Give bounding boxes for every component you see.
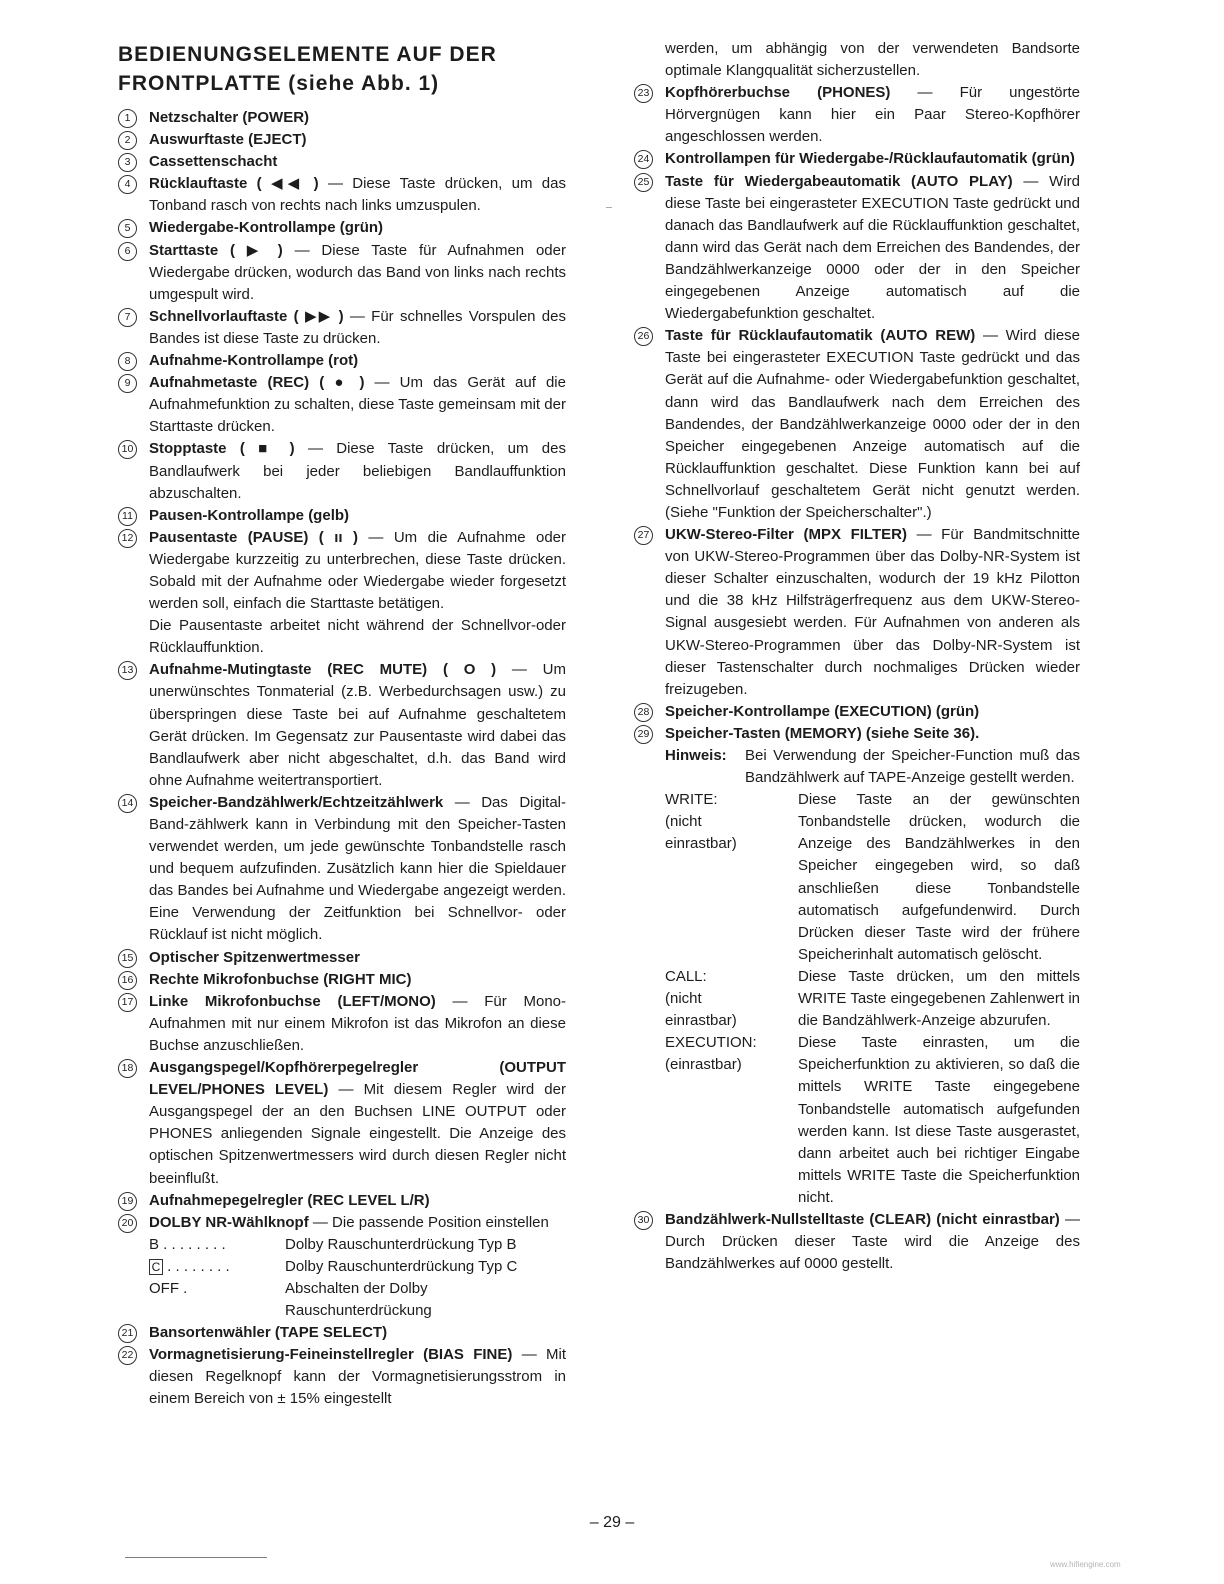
item-number-badge: 5 (118, 219, 137, 238)
item-description: — Die passende Position einstellen (312, 1213, 549, 1231)
item-number-badge: 14 (118, 794, 137, 813)
item-description: — Durch Drücken dieser Taste wird die Anzeige des Bandzählwerkes auf 0000 gestellt. (665, 1210, 1081, 1273)
control-item-18 (118, 1057, 566, 1190)
memory-key-list (634, 789, 1080, 1209)
memory-key-text: Diese Taste drücken, um den mittels WRITE Taste eingegebenen Zahlenwert in die Bandzählwerk-Anzeige abzurufen. (798, 967, 1080, 1030)
control-item-20 (118, 1212, 566, 1234)
control-item-28 (634, 701, 1080, 723)
item-title: Cassettenschacht (149, 153, 278, 171)
item-number-badge: 20 (118, 1214, 137, 1233)
item-description: — Für ungestörte Hörvergnügen kann hier ein Paar Stereo-Kopfhörer angeschlossen werden. (665, 84, 1081, 146)
item-title: Pausentaste (PAUSE) ( ıı ) (149, 528, 358, 546)
scan-speck (606, 207, 612, 208)
memory-key-row (634, 789, 1080, 966)
item-number-badge: 23 (634, 84, 653, 103)
item-title: Taste für Rücklaufautomatik (AUTO REW) (665, 327, 976, 345)
control-item-13 (118, 659, 566, 792)
left-item-list-3 (118, 1322, 566, 1410)
memory-key-label: CALL: (nicht einrastbar) (665, 967, 737, 1030)
control-item-19 (118, 1190, 566, 1212)
item-number-badge: 27 (634, 526, 653, 545)
item-title: Aufnahmepegelregler (REC LEVEL L/R) (149, 1191, 430, 1209)
item-description: — Für schnelles Vorspulen des Bandes ist diese Taste zu drücken. (149, 307, 566, 347)
item-title: Speicher-Tasten (MEMORY) (siehe Seite 36). (665, 724, 980, 742)
control-item-25 (634, 171, 1080, 326)
item-title: Kontrollampen für Wiedergabe-/Rücklaufautomatik (grün) (665, 150, 1075, 168)
dolby-option-value: Dolby Rauschunterdrückung Typ B (285, 1235, 517, 1253)
item-number-badge: 26 (634, 327, 653, 346)
item-number-badge: 10 (118, 440, 137, 459)
watermark: www.hifiengine.com (1050, 1560, 1121, 1569)
control-item-11 (118, 505, 566, 527)
dolby-option-key: B . . . . . . . . (149, 1235, 226, 1253)
item-title: Speicher-Kontrollampe (EXECUTION) (grün) (665, 702, 980, 720)
item-title: Kopfhörerbuchse (PHONES) (665, 84, 891, 102)
item-description: — Das Digital-Band-zählwerk kann in Verbindung mit den Speicher-Tasten verwendet werden, um jede gewünschte Tonbandstelle rasch und bequem aufzufinden. Zusätzlich kann hier die Spieldauer das Bandes bei Aufnahme und Wiedergabe angezeigt werden. Eine Verwendung der Zeitfunktion bei Schnellvor- oder Rücklauf ist nicht möglich. (149, 793, 567, 944)
dolby-option (118, 1234, 566, 1256)
item-number-badge: 22 (118, 1346, 137, 1365)
right-item-list-2 (634, 1209, 1080, 1275)
page-title: BEDIENUNGSELEMENTE AUF DER FRONTPLATTE (siehe Abb. 1) (118, 43, 497, 95)
control-item-4 (118, 173, 566, 217)
control-item-22 (118, 1344, 566, 1410)
control-item-6 (118, 240, 566, 306)
memory-note (634, 745, 1080, 789)
item-title: Vormagnetisierung-Feineinstellregler (BIAS FINE) (149, 1346, 513, 1364)
item-description: — Um unerwünschtes Tonmaterial (z.B. Werbedurchsagen usw.) zu überspringen diese Taste bei auf Aufnahme geschaltetem Gerät drücken. Im Gegensatz zur Pausentaste wird dabei das Bandlaufwerk aber nicht abgeschaltet, d.h. das Band wird ohne Aufnahme weitertransportiert. (149, 661, 566, 789)
left-item-list (118, 107, 566, 615)
item-number-badge: 21 (118, 1324, 137, 1343)
item-number-badge: 16 (118, 971, 137, 990)
item-number-badge: 9 (118, 374, 137, 393)
item-description: — Für Bandmitschnitte von UKW-Stereo-Programmen über das Dolby-NR-System ist dieser Schalter einzuschalten, wodurch der 19 kHz Pilotton und die 38 kHz Hilfsträgerfrequenz aus dem UKW-Stereo-Signal ausgesiebt werden. Für Aufnahmen von anderen als UKW-Stereo-Programmen über das Dolby-NR-System ist dieser Tastenschalter durch nochmaliges Drücken wieder freizugeben. (665, 526, 1080, 698)
control-item-7 (118, 306, 566, 350)
item-number-badge: 2 (118, 131, 137, 150)
control-item-30 (634, 1209, 1080, 1275)
item-title: Bansortenwähler (TAPE SELECT) (149, 1324, 388, 1342)
item-number-badge: 24 (634, 150, 653, 169)
memory-key-text: Diese Taste einrasten, um die Speicherfunktion zu aktivieren, so daß die mittels WRITE Taste eingegebene Tonbandstelle automatisch aufgefunden werden kann. Ist diese Taste ausgerastet, dann arbeitet auch bei richtiger Eingabe mittels WRITE Taste die Speicherfunktion nicht. (798, 1034, 1080, 1206)
pause-note: Die Pausentaste arbeitet nicht während der Schnellvor-oder Rücklauffunktion. (149, 617, 566, 657)
memory-note-text: Bei Verwendung der Speicher-Function muß das Bandzählwerk auf TAPE-Anzeige gestellt werden. (745, 747, 1080, 787)
control-item-3 (118, 151, 566, 173)
item-title: Netzschalter (POWER) (149, 109, 310, 126)
item-number-badge: 25 (634, 173, 653, 192)
item-description: — Mit diesen Regelknopf kann der Vormagnetisierungsstrom in einem Bereich von ± 15% eingestellt (149, 1346, 566, 1408)
memory-key-row (634, 1032, 1080, 1209)
item-description: — Um das Gerät auf die Aufnahmefunktion zu schalten, diese Taste gemeinsam mit der Starttaste drücken. (149, 374, 566, 436)
item-number-badge: 6 (118, 242, 137, 261)
memory-key-row (634, 966, 1080, 1032)
dolby-option-key (149, 1256, 285, 1278)
item-title: Pausen-Kontrollampe (gelb) (149, 506, 350, 524)
item-title: Aufnahmetaste (REC) ( ● ) (149, 374, 365, 392)
left-item-list-2 (118, 659, 566, 1233)
right-item-list (634, 82, 1080, 745)
item-title: UKW-Stereo-Filter (MPX FILTER) (665, 526, 907, 544)
item-title: Wiedergabe-Kontrollampe (grün) (149, 219, 384, 237)
item-title: Rücklauftaste ( ◀◀ ) (149, 175, 319, 193)
item-number-badge: 15 (118, 949, 137, 968)
item-title: Speicher-Bandzählwerk/Echtzeitzählwerk (149, 793, 444, 811)
item-description: — Für Mono-Aufnahmen mit nur einem Mikrofon ist das Mikrofon an diese Buchse anzuschließen. (149, 992, 567, 1054)
continuation-text: werden, um abhängig von der verwendeten Bandsorte optimale Klangqualität sicherzustellen. (665, 40, 1080, 80)
memory-key-text: Diese Taste an der gewünschten Tonbandstelle drücken, wodurch die Anzeige des Bandzählwerkes in den Speicher eingegeben wird, so daß anschließen diese Tonbandstelle automatisch aufgefundenwird. Durch Drücken dieser Taste wird der frühere Speicherinhalt automatisch gelöscht. (798, 791, 1080, 963)
item-title: DOLBY NR-Wählknopf (149, 1213, 309, 1231)
memory-key-label: WRITE: (nicht einrastbar) (665, 791, 737, 853)
item-title: Taste für Wiedergabeautomatik (AUTO PLAY) (665, 172, 1013, 190)
control-item-23 (634, 82, 1080, 148)
item-number-badge: 13 (118, 661, 137, 680)
item-description: — Um die Aufnahme oder Wiedergabe kurzzeitig zu unterbrechen, diese Taste drücken. Sobald mit der Aufnahme oder Wiedergabe wieder forgesetzt werden soll, einfach die Starttaste betätigen. (149, 528, 566, 613)
control-item-2 (118, 129, 566, 151)
dolby-option-list (118, 1234, 566, 1322)
control-item-21 (118, 1322, 566, 1344)
item-number-badge: 4 (118, 175, 137, 194)
dolby-option-dots: . . . . . . . . (167, 1257, 230, 1275)
dolby-option (118, 1278, 566, 1322)
memory-note-label: Hinweis: (665, 747, 727, 764)
item-number-badge: 29 (634, 725, 653, 744)
item-number-badge: 1 (118, 109, 137, 128)
item-number-badge: 8 (118, 352, 137, 371)
control-item-17 (118, 991, 566, 1057)
item-number-badge: 12 (118, 529, 137, 548)
item-title: Schnellvorlauftaste ( ▶▶ ) (149, 307, 344, 325)
control-item-26 (634, 325, 1080, 524)
item-number-badge: 7 (118, 308, 137, 327)
item-number-badge: 28 (634, 703, 653, 722)
control-item-5 (118, 217, 566, 239)
item-title: Ausgangspegel/Kopfhörerpegelregler (OUTPUT LEVEL/PHONES LEVEL) (149, 1059, 566, 1099)
control-item-14 (118, 792, 566, 947)
item-number-badge: 19 (118, 1192, 137, 1211)
item-number-badge: 11 (118, 507, 137, 526)
right-column (634, 38, 1080, 1275)
control-item-24 (634, 148, 1080, 170)
item-title: Linke Mikrofonbuchse (LEFT/MONO) (149, 992, 436, 1010)
item-description: — Diese Taste drücken, um das Tonband rasch von rechts nach links umzuspulen. (149, 175, 566, 215)
boxed-c-symbol: C (149, 1259, 163, 1275)
control-item-10 (118, 438, 566, 504)
item-number-badge: 30 (634, 1211, 653, 1230)
dolby-option-value: Abschalten der Dolby Rauschunterdrückung (285, 1279, 432, 1320)
control-item-29 (634, 723, 1080, 745)
page-number: – 29 – (589, 1514, 635, 1531)
item-title: Auswurftaste (EJECT) (149, 131, 307, 149)
memory-key-label: EXECUTION: (einrastbar) (665, 1034, 757, 1074)
item-number-badge: 17 (118, 993, 137, 1012)
item-description: — Mit diesem Regler wird der Ausgangspegel der an den Buchsen LINE OUTPUT oder PHONES anliegenden Signale eingestellt. Die Anzeige des optischen Spitzenwertmessers wird durch diesen Regler nicht beeinflußt. (149, 1081, 566, 1187)
item-title: Starttaste ( ▶ ) (149, 241, 283, 259)
control-item-12 (118, 527, 566, 615)
item-title: Bandzählwerk-Nullstelltaste (CLEAR) (nicht einrastbar) (665, 1210, 1060, 1228)
item-title: Rechte Mikrofonbuchse (RIGHT MIC) (149, 970, 412, 988)
dolby-option (118, 1256, 566, 1278)
item-title: Aufnahme-Kontrollampe (rot) (149, 352, 359, 370)
item-description: — Diese Taste für Aufnahmen oder Wiedergabe drücken, wodurch das Band von links nach rechts umgespult wird. (149, 241, 566, 303)
left-column (118, 38, 566, 1411)
footer-line (125, 1557, 267, 1558)
control-item-8 (118, 350, 566, 372)
control-item-16 (118, 969, 566, 991)
control-item-1 (118, 107, 566, 129)
item-title: Optischer Spitzenwertmesser (149, 948, 360, 966)
item-description: — Wird diese Taste bei eingerasteter EXECUTION Taste gedrückt und das Gerät auf die Aufnahme- oder Wiedergabefunktion geschaltet, dann wird das Bandlaufwerk nach dem Erreichen des Bandendes, der Bandzählwerkanzeige 0000 oder der in den Speicher eingegebenen Anzeige automatisch auf die Rücklauffunktion geschaltet. Diese Funktion kann bei auf Schnellvorlauf geschaltetem Gerät nicht genutzt werden. (Siehe "Funktion der Speicherschalter".) (665, 327, 1081, 521)
dolby-option-value: Dolby Rauschunterdrückung Typ C (285, 1257, 518, 1275)
item-description: — Wird diese Taste bei eingerasteter EXECUTION Taste gedrückt und danach das Bandlaufwerk auf die Rücklauffunktion geschaltet, dann wird das Gerät nach dem Erreichen des Bandendes, der Bandzählwerkanzeige 0000 oder der in den Speicher eingegebenen Anzeige automatisch auf die Wiedergabefunktion geschaltet. (665, 172, 1081, 323)
control-item-9 (118, 372, 566, 438)
item-title: Stopptaste ( ■ ) (149, 440, 295, 458)
dolby-option-key: OFF . (149, 1279, 188, 1297)
item-title: Aufnahme-Mutingtaste (REC MUTE) ( O ) (149, 661, 497, 679)
item-description: — Diese Taste drücken, um des Bandlaufwerk bei jeder beliebigen Bandlauffunktion abzuschalten. (149, 440, 566, 502)
item-number-badge: 18 (118, 1059, 137, 1078)
control-item-27 (634, 524, 1080, 701)
item-number-badge: 3 (118, 153, 137, 172)
control-item-15 (118, 947, 566, 969)
